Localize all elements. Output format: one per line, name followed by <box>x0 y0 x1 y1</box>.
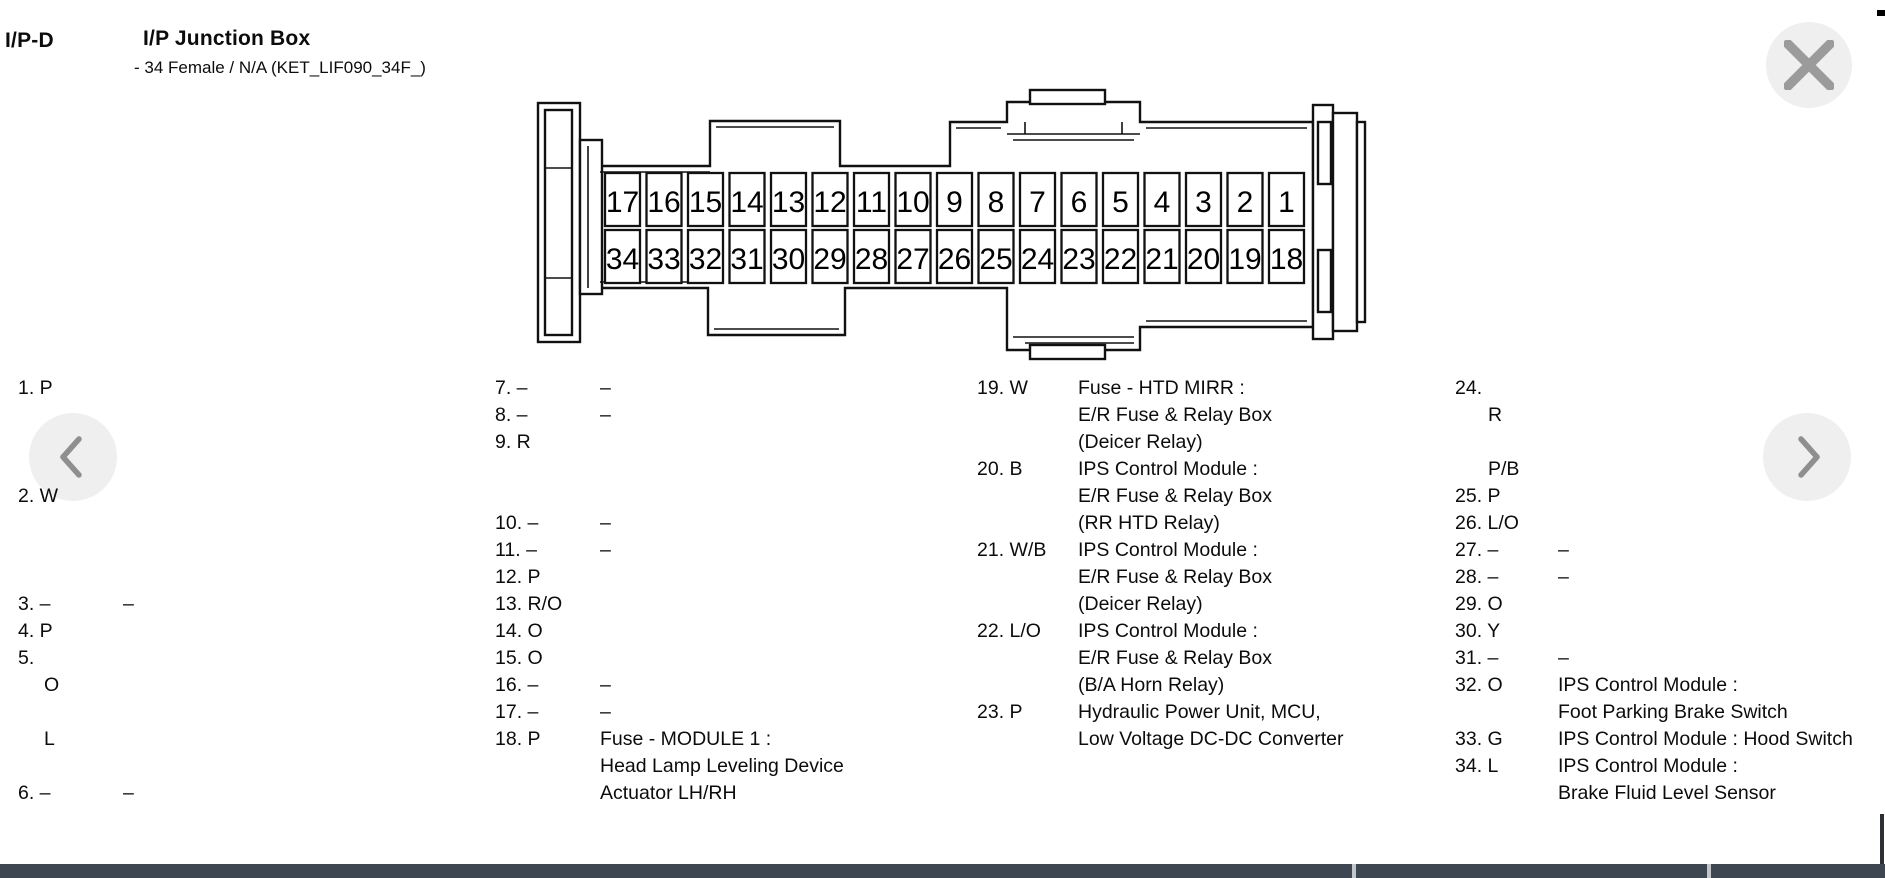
pin-number: 1 <box>1278 186 1295 219</box>
pin-label: 18. P <box>495 728 541 750</box>
pin-label: 27. – <box>1455 539 1499 561</box>
pin-label: 1. P <box>18 377 53 399</box>
pin-label: 14. O <box>495 620 543 642</box>
pin-label: 15. O <box>495 647 543 669</box>
page-title: I/P Junction Box <box>143 27 311 50</box>
pin-number: 7 <box>1029 186 1046 219</box>
pin-destination: – <box>1558 647 1569 669</box>
pin-destination: E/R Fuse & Relay Box <box>1078 647 1272 669</box>
pin-destination: – <box>600 674 611 696</box>
pin-label: 9. R <box>495 431 531 453</box>
toolbar-divider <box>1352 864 1356 878</box>
pin-label: 34. L <box>1455 755 1499 777</box>
pin-destination: E/R Fuse & Relay Box <box>1078 485 1272 507</box>
pin-label: 28. – <box>1455 566 1499 588</box>
pin-label: R <box>1488 404 1503 426</box>
pin-label: 23. P <box>977 701 1023 723</box>
pin-number: 21 <box>1145 243 1179 276</box>
pin-label: 8. – <box>495 404 528 426</box>
pin-destination: – <box>1558 566 1569 588</box>
pin-label: 25. P <box>1455 485 1501 507</box>
bottom-toolbar <box>0 864 1885 878</box>
pin-destination: (B/A Horn Relay) <box>1078 674 1225 696</box>
pin-label: 6. – <box>18 782 51 804</box>
pin-destination: – <box>600 512 611 534</box>
pin-label: 19. W <box>977 377 1028 399</box>
pin-label: 17. – <box>495 701 539 723</box>
pin-number: 16 <box>647 186 681 219</box>
page-subtitle: - 34 Female / N/A (KET_LIF090_34F_) <box>134 58 426 77</box>
pin-number: 23 <box>1062 243 1096 276</box>
pin-number: 13 <box>771 186 806 219</box>
pin-destination: – <box>1558 539 1569 561</box>
pin-destination: E/R Fuse & Relay Box <box>1078 566 1272 588</box>
pin-label: 4. P <box>18 620 53 642</box>
pin-number: 28 <box>854 243 889 276</box>
pin-label: 2. W <box>18 485 59 507</box>
pin-number: 32 <box>688 243 723 276</box>
pin-number: 18 <box>1269 243 1304 276</box>
pin-number: 34 <box>605 243 640 276</box>
pin-destination: (Deicer Relay) <box>1078 431 1203 453</box>
pin-destination: E/R Fuse & Relay Box <box>1078 404 1272 426</box>
close-button[interactable] <box>1766 22 1852 108</box>
toolbar-divider <box>1707 864 1711 878</box>
pin-destination: Fuse - HTD MIRR : <box>1078 377 1245 399</box>
pin-destination: – <box>123 782 134 804</box>
pin-destination: IPS Control Module : <box>1078 458 1258 480</box>
pin-number: 24 <box>1020 243 1055 276</box>
connector-diagram <box>530 82 1380 367</box>
close-icon <box>1784 40 1834 90</box>
pin-label: P/B <box>1488 458 1520 480</box>
pin-number: 11 <box>855 186 888 219</box>
pin-label: 22. L/O <box>977 620 1041 642</box>
connector-code: I/P-D <box>5 29 54 52</box>
pin-number: 3 <box>1195 186 1212 219</box>
pin-number: 10 <box>896 186 930 219</box>
corner-mark <box>1877 10 1885 16</box>
pin-label: 10. – <box>495 512 539 534</box>
chevron-right-icon <box>1787 433 1827 481</box>
pin-destination: IPS Control Module : Hood Switch <box>1558 728 1853 750</box>
next-button[interactable] <box>1763 413 1851 501</box>
pin-number: 9 <box>946 186 963 219</box>
pin-destination: Foot Parking Brake Switch <box>1558 701 1788 723</box>
pin-label: 29. O <box>1455 593 1503 615</box>
pin-destination: (RR HTD Relay) <box>1078 512 1220 534</box>
pin-number: 22 <box>1103 243 1138 276</box>
pin-number: 4 <box>1153 186 1171 219</box>
pin-number: 30 <box>771 243 806 276</box>
pin-number: 31 <box>730 243 764 276</box>
pin-number: 19 <box>1228 243 1262 276</box>
pin-number: 20 <box>1186 243 1221 276</box>
pin-number: 6 <box>1070 186 1088 219</box>
pin-label: 32. O <box>1455 674 1503 696</box>
pin-destination: Hydraulic Power Unit, MCU, <box>1078 701 1321 723</box>
pin-destination: – <box>600 377 611 399</box>
pin-destination: IPS Control Module : <box>1078 620 1258 642</box>
right-edge-line <box>1880 814 1884 864</box>
pin-label: 20. B <box>977 458 1023 480</box>
pin-label: 26. L/O <box>1455 512 1519 534</box>
pin-destination: Head Lamp Leveling Device <box>600 755 844 777</box>
pin-number: 2 <box>1236 186 1254 219</box>
pin-destination: IPS Control Module : <box>1558 674 1738 696</box>
pin-label: L <box>44 728 55 750</box>
pin-number: 26 <box>937 243 972 276</box>
pin-destination: – <box>600 539 611 561</box>
pin-label: O <box>44 674 60 696</box>
pin-number: 15 <box>688 186 723 219</box>
pin-destination: IPS Control Module : <box>1078 539 1258 561</box>
pin-label: 30. Y <box>1455 620 1501 642</box>
pin-label: 21. W/B <box>977 539 1047 561</box>
pin-destination: IPS Control Module : <box>1558 755 1738 777</box>
chevron-left-icon <box>53 433 93 481</box>
pin-label: 31. – <box>1455 647 1499 669</box>
pin-destination: (Deicer Relay) <box>1078 593 1203 615</box>
pin-number: 14 <box>730 186 764 219</box>
pin-number: 29 <box>813 243 847 276</box>
pin-destination: Fuse - MODULE 1 : <box>600 728 772 750</box>
pin-label: 11. – <box>495 539 537 561</box>
pin-label: 12. P <box>495 566 541 588</box>
pin-destination: Low Voltage DC-DC Converter <box>1078 728 1344 750</box>
pin-destination: – <box>123 593 134 615</box>
pin-label: 5. <box>18 647 35 669</box>
pin-destination: – <box>600 701 611 723</box>
pin-destination: Actuator LH/RH <box>600 782 737 804</box>
pin-label: 16. – <box>495 674 539 696</box>
pin-label: 13. R/O <box>495 593 563 615</box>
pin-number: 33 <box>647 243 681 276</box>
pin-number: 8 <box>987 186 1005 219</box>
pin-label: 24. <box>1455 377 1483 399</box>
pin-number: 5 <box>1112 186 1129 219</box>
pin-number: 12 <box>813 186 847 219</box>
pin-number: 27 <box>896 243 930 276</box>
pin-label: 7. – <box>495 377 528 399</box>
pin-number: 17 <box>605 186 640 219</box>
pin-destination: Brake Fluid Level Sensor <box>1558 782 1776 804</box>
pin-label: 33. G <box>1455 728 1503 750</box>
pin-destination: – <box>600 404 611 426</box>
pin-number: 25 <box>979 243 1013 276</box>
pin-label: 3. – <box>18 593 51 615</box>
